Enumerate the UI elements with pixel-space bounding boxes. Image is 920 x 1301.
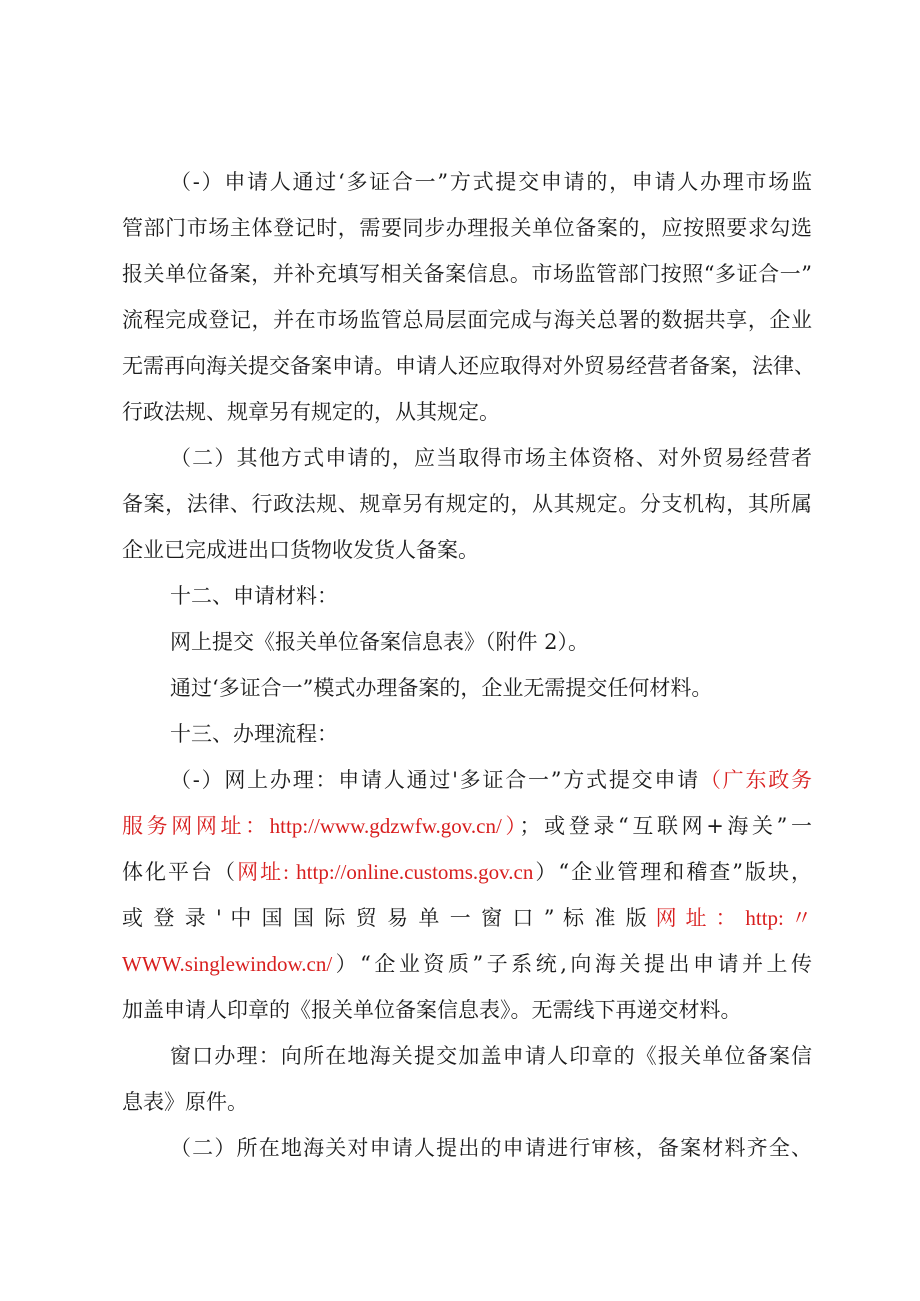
paragraph-1-line-1: （-）申请人通过‘多证合一”方式提交申请的，申请人办理市场监	[170, 170, 812, 194]
process-online-text-3: 体化平台（	[122, 860, 238, 884]
process-online-line-3	[122, 852, 812, 892]
process-online-text-2: ；或登录“互联网+海关”一	[519, 814, 812, 838]
process-online-text-5: 或 登 录 ' 中 国 国 际 贸 易 单 一 窗 口 ” 标 准 版	[122, 906, 649, 930]
section-12-item-online: 网上提交《报关单位备案信息表》（附件 2）。	[170, 630, 590, 654]
paragraph-1-line-6: 行政法规、规章另有规定的，从其规定。	[122, 400, 500, 424]
gdzwfw-link[interactable]: 服务网网址：http://www.gdzwfw.gov.cn/）	[122, 814, 520, 838]
process-online-line-4	[122, 898, 812, 938]
section-12-heading: 十二、申请材料：	[170, 584, 338, 608]
process-online-line-6: 加盖申请人印章的《报关单位备案信息表》。无需线下再递交材料。	[122, 998, 742, 1022]
process-online-text: （-）网上办理：申请人通过'多证合一”方式提交申请	[170, 768, 700, 792]
paragraph-2-line-1: （二）其他方式申请的，应当取得市场主体资格、对外贸易经营者	[170, 446, 812, 470]
gdzwfw-link-label[interactable]: （广东政务	[699, 768, 812, 792]
process-window-line-1: 窗口办理：向所在地海关提交加盖申请人印章的《报关单位备案信	[170, 1044, 812, 1068]
paragraph-1-line-4: 流程完成登记，并在市场监管总局层面完成与海关总署的数据共享，企业	[122, 308, 812, 332]
section-13-heading: 十三、办理流程：	[170, 722, 338, 746]
process-online-text-4: ）“企业管理和稽查”版块，	[533, 860, 812, 884]
customs-platform-link[interactable]: 网址: http://online.customs.gov.cn	[237, 860, 534, 884]
process-online-text-6: ）“企业资质”子系统,向海关提出申请并上传	[332, 952, 812, 976]
paragraph-1-line-5: 无需再向海关提交备案申请。申请人还应取得对外贸易经营者备案，法律、	[122, 354, 815, 378]
process-window-line-2: 息表》原件。	[122, 1090, 248, 1114]
singlewindow-link[interactable]: WWW.singlewindow.cn/	[122, 952, 333, 976]
singlewindow-link-label[interactable]: 网 址 ： http: 〃	[648, 906, 812, 930]
process-online-line-5	[122, 944, 812, 984]
process-online-line-2	[122, 806, 812, 846]
process-online-line-1	[170, 760, 812, 800]
paragraph-2-line-2: 备案，法律、行政法规、规章另有规定的，从其规定。分支机构，其所属	[122, 492, 812, 516]
section-12-item-multi-cert: 通过‘多证合一”模式办理备案的，企业无需提交任何材料。	[170, 676, 713, 700]
paragraph-1-line-3: 报关单位备案，并补充填写相关备案信息。市场监管部门按照“多证合一”	[122, 262, 812, 286]
paragraph-1-line-2: 管部门市场主体登记时，需要同步办理报关单位备案的，应按照要求勾选	[122, 216, 812, 240]
process-review-line-1: （二）所在地海关对申请人提出的申请进行审核，备案材料齐全、	[170, 1136, 812, 1160]
paragraph-2-line-3: 企业已完成进出口货物收发货人备案。	[122, 538, 479, 562]
